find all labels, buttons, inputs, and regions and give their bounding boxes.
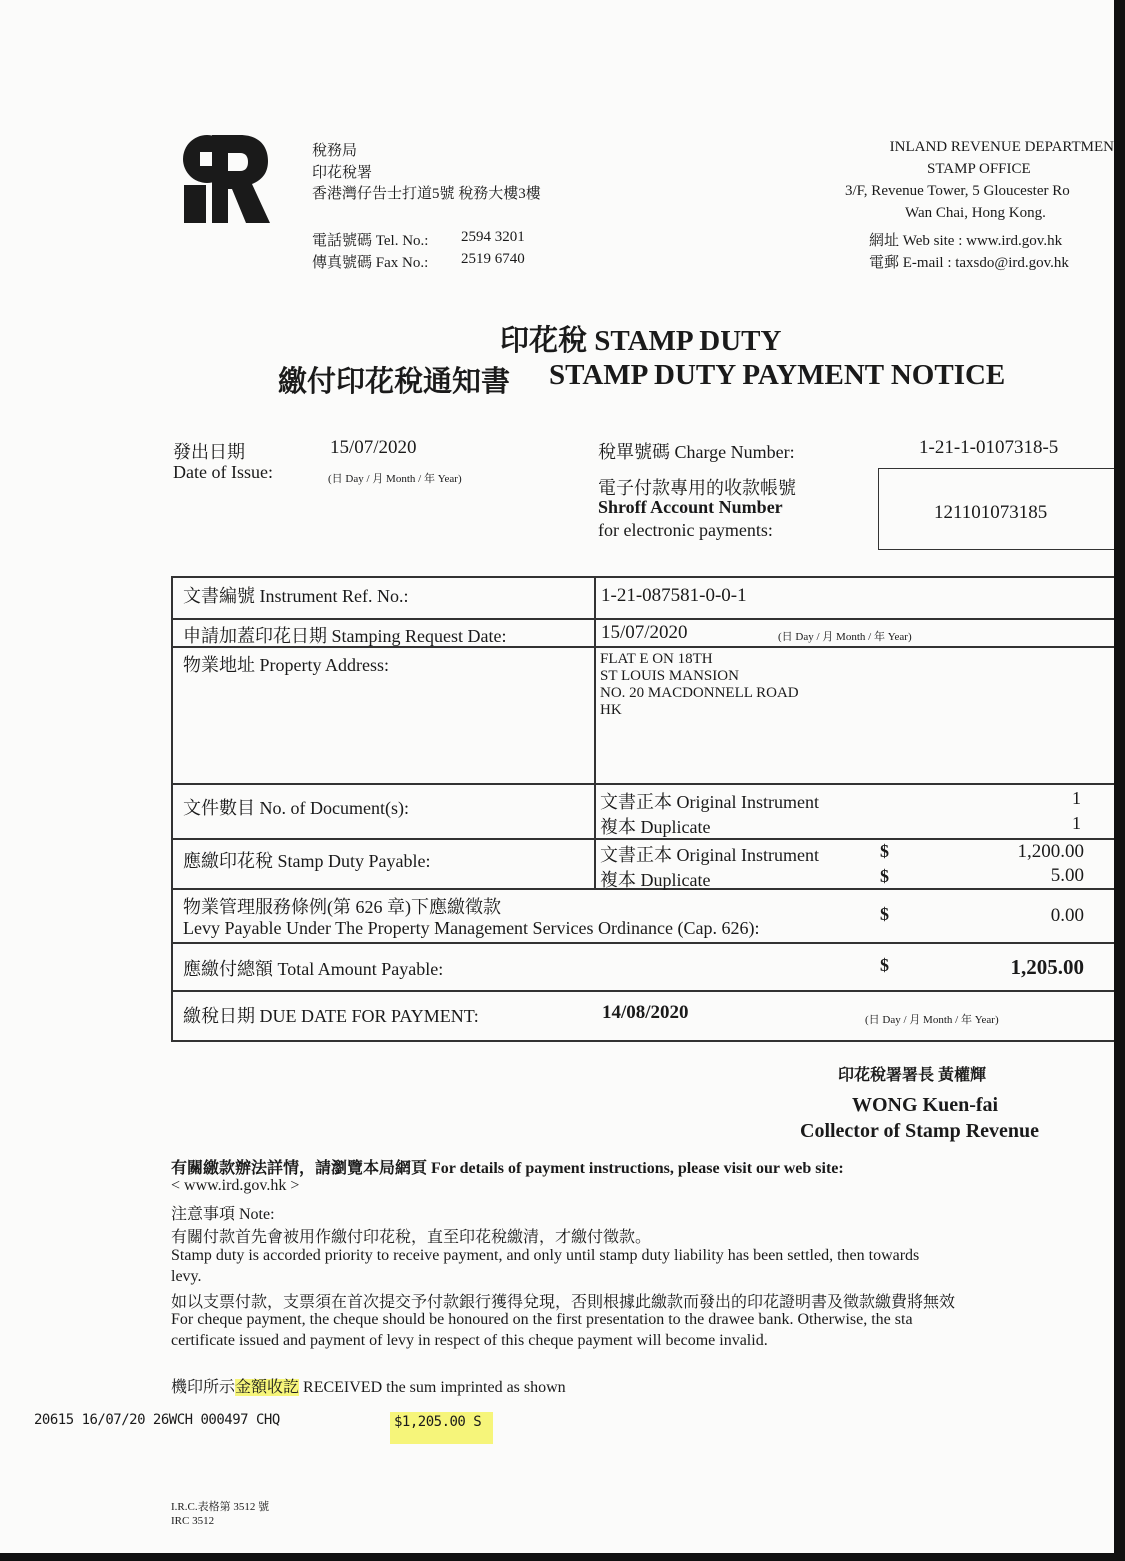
currency-symbol: $ xyxy=(880,866,889,886)
stamping-request-label: 申請加蓋印花日期 Stamping Request Date: xyxy=(183,626,507,646)
table-bottom-line xyxy=(171,1040,1114,1042)
header-website: 網址 Web site : www.ird.gov.hk xyxy=(869,233,1063,249)
charge-number-value: 1-21-1-0107318-5 xyxy=(919,437,1059,458)
title-notice-en: STAMP DUTY PAYMENT NOTICE xyxy=(549,359,1006,391)
fax-label: 傳真號碼 Fax No.: xyxy=(312,255,429,271)
header-cn-office: 印花稅署 xyxy=(312,165,373,181)
ird-logo xyxy=(178,133,270,223)
receipt-label xyxy=(171,1374,566,1397)
currency-symbol: $ xyxy=(880,841,889,861)
header-en-addr2: Wan Chai, Hong Kong. xyxy=(905,205,1046,221)
total-label: 應繳付總額 Total Amount Payable: xyxy=(183,959,444,979)
total-amount: 1,205.00 xyxy=(1010,955,1084,979)
table-middle-divider xyxy=(594,576,596,888)
header-en-addr1: 3/F, Revenue Tower, 5 Gloucester Ro xyxy=(845,183,1070,199)
header-en-dept: INLAND REVENUE DEPARTMEN xyxy=(889,139,1114,155)
tel-label: 電話號碼 Tel. No.: xyxy=(312,233,429,249)
duty-duplicate-amount: 5.00 xyxy=(1050,865,1084,886)
stamping-request-value: 15/07/2020 xyxy=(601,622,688,643)
form-number-en: IRC 3512 xyxy=(171,1515,215,1527)
header-cn-address: 香港灣仔告士打道5號 稅務大樓3樓 xyxy=(312,186,541,202)
title-stamp-duty: 印花稅 STAMP DUTY xyxy=(500,325,782,357)
instrument-ref-label: 文書編號 Instrument Ref. No.: xyxy=(183,586,409,606)
receipt-label-c: RECEIVED the sum imprinted as shown xyxy=(299,1379,566,1396)
note-label: 注意事項 Note: xyxy=(171,1206,275,1223)
levy-amount: 0.00 xyxy=(1050,905,1084,926)
stamp-duty-label: 應繳印花稅 Stamp Duty Payable: xyxy=(183,851,431,871)
collector-cn: 印花稅署署長 黃權輝 xyxy=(838,1067,987,1084)
note2-cn: 如以支票付款，支票須在首次提交予付款銀行獲得兌現，否則根據此繳款而發出的印花證明書及徵款繳費將無效 xyxy=(171,1294,956,1311)
collector-position: Collector of Stamp Revenue xyxy=(800,1120,1040,1142)
shroff-label-en: Shroff Account Number xyxy=(598,497,783,517)
form-number-cn: I.R.C.表格第 3512 號 xyxy=(171,1501,270,1513)
due-date-hint: (日 Day / 月 Month / 年 Year) xyxy=(865,1014,999,1026)
note1-en-b: levy. xyxy=(171,1268,202,1285)
receipt-label-highlight: 金額收訖 xyxy=(235,1379,300,1396)
note2-en-a: For cheque payment, the cheque should be honoured on the first presentation to the drawee bank. Otherwise, the sta xyxy=(171,1311,913,1328)
shroff-label-sub: for electronic payments: xyxy=(598,520,773,540)
tel-number: 2594 3201 xyxy=(461,229,525,245)
currency-symbol: $ xyxy=(880,955,889,975)
fax-number: 2519 6740 xyxy=(461,251,525,267)
levy-label-en: Levy Payable Under The Property Management Services Ordinance (Cap. 626): xyxy=(183,918,760,938)
docs-duplicate-count: 1 xyxy=(1072,813,1081,833)
row-divider xyxy=(171,942,1114,944)
table-top-line xyxy=(171,576,1114,578)
issue-date-hint: (日 Day / 月 Month / 年 Year) xyxy=(328,473,462,485)
header-en-office: STAMP OFFICE xyxy=(927,161,1031,177)
currency-symbol: $ xyxy=(880,904,889,924)
issue-date-label-en: Date of Issue: xyxy=(173,462,273,482)
collector-name: WONG Kuen-fai xyxy=(852,1094,999,1116)
row-divider xyxy=(171,618,1114,620)
property-address-label: 物業地址 Property Address: xyxy=(183,655,389,675)
due-date-value: 14/08/2020 xyxy=(602,1002,689,1023)
documents-label: 文件數目 No. of Document(s): xyxy=(183,798,409,818)
docs-original-count: 1 xyxy=(1072,788,1081,808)
shroff-label-cn: 電子付款專用的收款帳號 xyxy=(598,478,796,498)
row-divider xyxy=(171,783,1114,785)
property-address-line: NO. 20 MACDONNELL ROAD xyxy=(600,685,799,701)
property-address-line: HK xyxy=(600,702,622,718)
levy-label-cn: 物業管理服務條例(第 626 章)下應繳徵款 xyxy=(183,897,501,917)
cash-register-imprint: 20615 16/07/20 26WCH 000497 CHQ xyxy=(34,1412,280,1428)
duty-duplicate-label: 複本 Duplicate xyxy=(600,870,711,890)
header-cn-dept: 稅務局 xyxy=(312,143,358,159)
charge-number-label: 稅單號碼 Charge Number: xyxy=(598,442,795,462)
header-email: 電郵 E-mail : taxsdo@ird.gov.hk xyxy=(869,255,1069,271)
stamping-request-hint: (日 Day / 月 Month / 年 Year) xyxy=(778,631,912,643)
issue-date-label-cn: 發出日期 xyxy=(173,442,245,462)
instrument-ref-value: 1-21-087581-0-0-1 xyxy=(601,585,747,606)
receipt-label-a: 機印所示 xyxy=(171,1379,236,1396)
due-date-label: 繳稅日期 DUE DATE FOR PAYMENT: xyxy=(183,1006,479,1026)
duty-original-label: 文書正本 Original Instrument xyxy=(600,845,819,865)
title-notice-cn: 繳付印花稅通知書 xyxy=(278,366,511,398)
property-address-line: ST LOUIS MANSION xyxy=(600,668,739,684)
shroff-account-number: 121101073185 xyxy=(934,502,1048,523)
note2-en-b: certificate issued and payment of levy in respect of this cheque payment will become invalid. xyxy=(171,1332,768,1349)
note1-cn: 有關付款首先會被用作繳付印花稅，直至印花稅繳清，才繳付徵款。 xyxy=(171,1229,652,1246)
docs-original-label: 文書正本 Original Instrument xyxy=(600,792,819,812)
payment-info: 有關繳款辦法詳情，請瀏覽本局網頁 For details of payment instructions, please visit our web site: xyxy=(171,1160,844,1177)
imprinted-amount: $1,205.00 S xyxy=(390,1412,493,1444)
row-divider xyxy=(171,990,1114,992)
ird-website-link[interactable]: < www.ird.gov.hk > xyxy=(171,1177,300,1194)
issue-date-value: 15/07/2020 xyxy=(330,437,417,458)
duty-original-amount: 1,200.00 xyxy=(1017,841,1084,862)
shroff-account-box xyxy=(878,468,1114,550)
property-address-line: FLAT E ON 18TH xyxy=(600,651,713,667)
docs-duplicate-label: 複本 Duplicate xyxy=(600,817,711,837)
note1-en-a: Stamp duty is accorded priority to receive payment, and only until stamp duty liability has been settled, then towards xyxy=(171,1247,920,1264)
